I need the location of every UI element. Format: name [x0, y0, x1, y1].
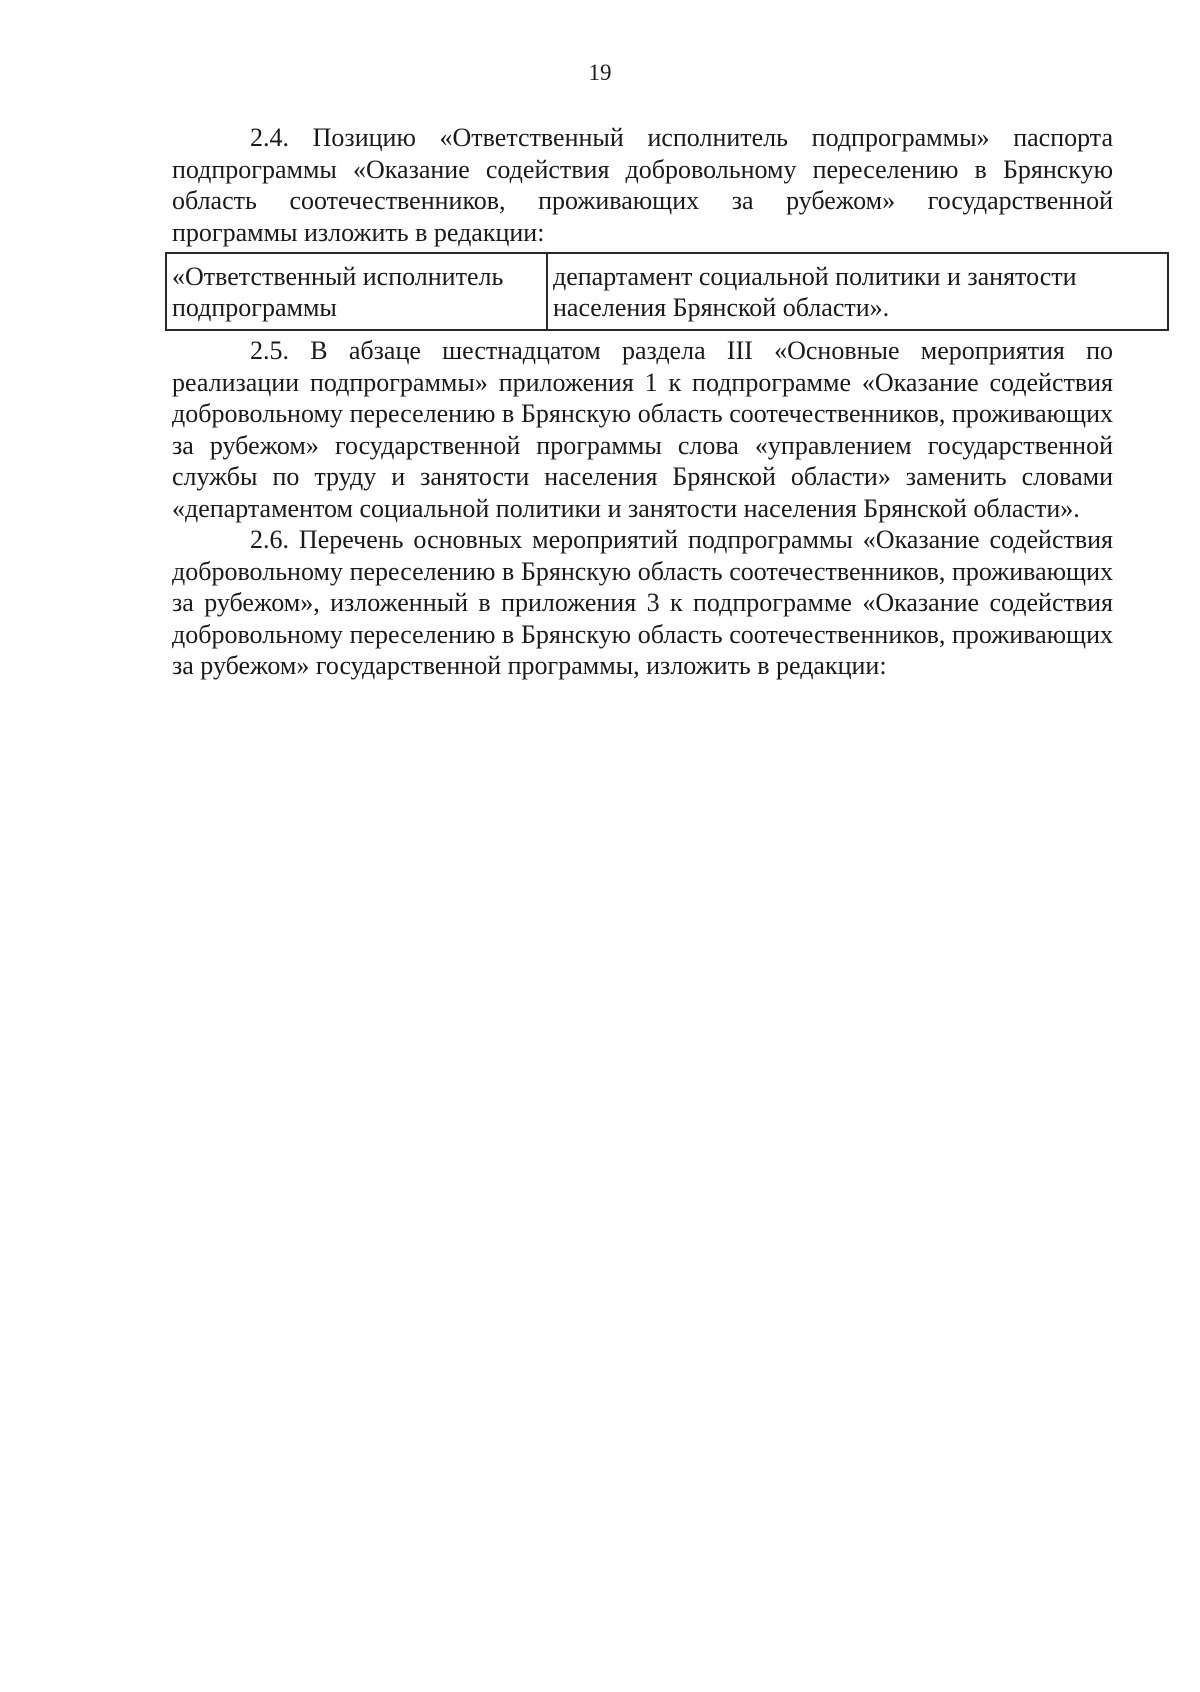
table-row [166, 253, 1168, 330]
document-body [172, 122, 1113, 682]
table-cell-value: департамент социальной политики и занятости населения Брянской области». [553, 262, 1077, 322]
paragraph-2-4: 2.4. Позицию «Ответственный исполнитель подпрограммы» паспорта подпрограммы «Оказание содействия добровольному переселению в Брянскую область соотечественников, проживающих за рубежом» государственной программы изложить в редакции: [172, 123, 1113, 247]
amendment-table [165, 252, 1169, 331]
paragraph-2-6: 2.6. Перечень основных мероприятий подпрограммы «Оказание содействия добровольному переселению в Брянскую область соотечественников, проживающих за рубежом», изложенный в приложения 3 к подпрограмме «Оказание содействия добровольному переселению в Брянскую область соотечественников, проживающих за рубежом» государственной программы, изложить в редакции: [172, 525, 1113, 680]
page-number: 19 [588, 60, 612, 85]
table-cell-position: «Ответственный исполнитель подпрограммы [166, 253, 547, 330]
paragraph-2-5: 2.5. В абзаце шестнадцатом раздела III «Основные мероприятия по реализации подпрограммы» приложения 1 к подпрограмме «Оказание содействия добровольному переселению в Брянскую область соотечественников, проживающих за рубежом» государственной программы слова «управлением государственной службы по труду и занятости населения Брянской области» заменить словами «департаментом социальной политики и занятости населения Брянской области». [172, 336, 1113, 523]
